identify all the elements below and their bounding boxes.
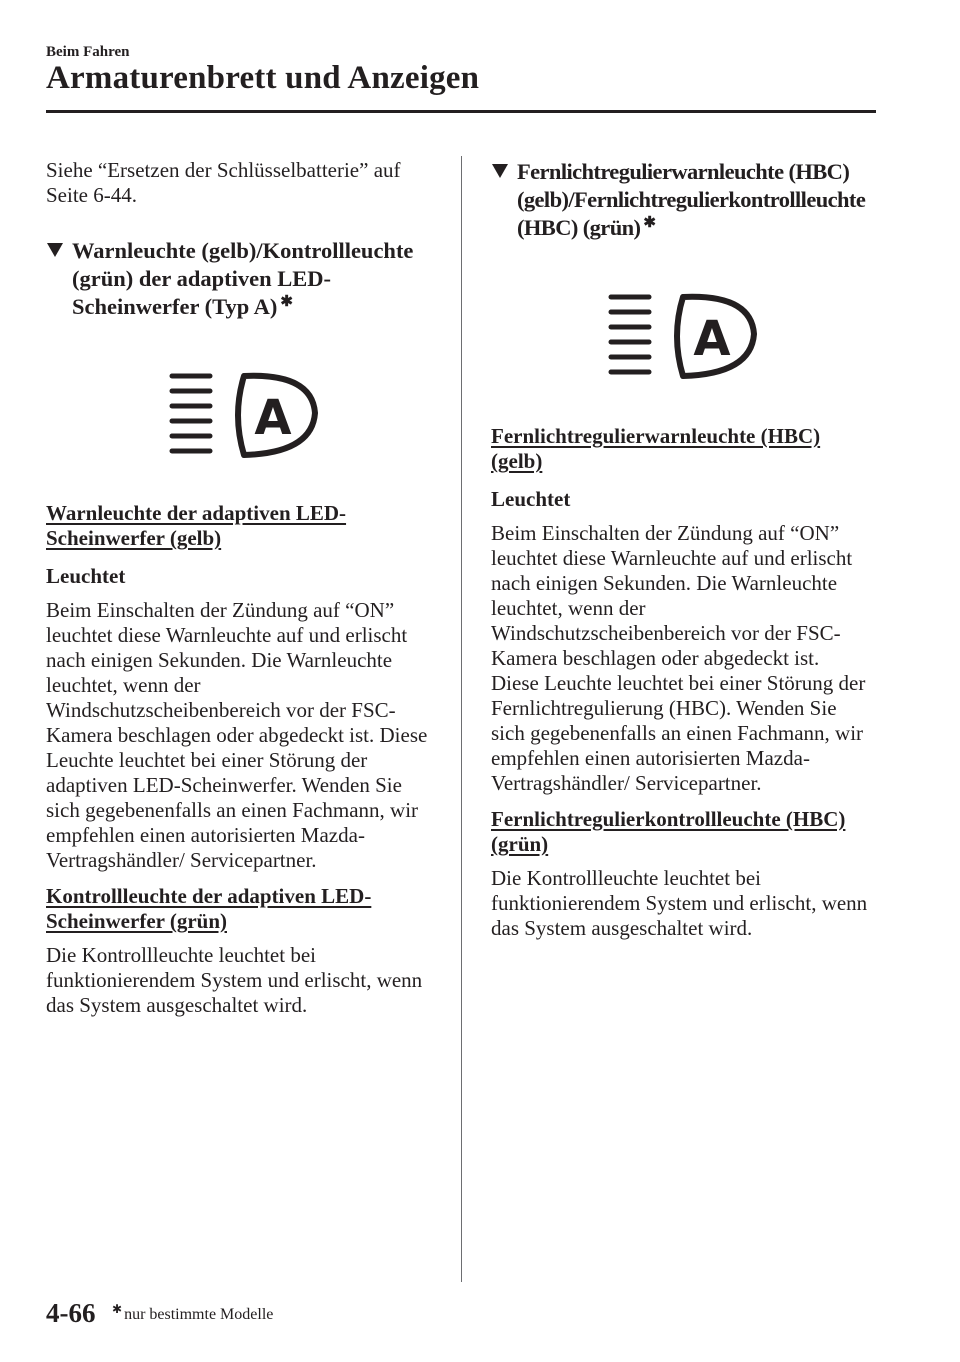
section-heading-led-text: Warnleuchte (gelb)/Kontrollleuchte (grün) der adaptiven LED-Scheinwerfer (Typ A) [72,238,414,319]
section-heading-led [46,237,438,321]
hbc-warning-state: Leuchtet [491,487,571,511]
asterisk-icon: ✱ [112,1301,123,1316]
left-column [46,158,438,1018]
column-divider [461,156,462,1282]
footnote-text: nur bestimmte Modelle [124,1306,274,1323]
headlight-a-icon [162,369,322,461]
header-rule [46,110,876,113]
chapter-title: Armaturenbrett und Anzeigen [46,60,480,96]
asterisk-icon: ✱ [280,293,293,310]
section-label: Beim Fahren [46,44,130,60]
hbc-control-title: Fernlichtregulierkontrollleuchte (HBC) (grün) [491,807,846,856]
section-heading-hbc [491,158,871,242]
high-beam-control-icon [491,290,871,382]
svg-text:A: A [693,311,731,367]
hbc-control-text: Die Kontrollleuchte leuchtet bei funktionierendem System und erlischt, wenn das System ausgeschaltet wird. [491,866,868,940]
triangle-bullet-icon [47,243,63,257]
hbc-warning-title: Fernlichtregulierwarnleuchte (HBC) (gelb) [491,424,821,473]
svg-text:A: A [254,390,292,446]
asterisk-icon: ✱ [643,214,656,231]
led-warning-state: Leuchtet [46,564,126,588]
footnote [112,1301,274,1324]
hbc-warning-text: Beim Einschalten der Zündung auf “ON” leuchtet diese Warnleuchte auf und erlischt nach einigen Sekunden. Die Warnleuchte leuchtet, wenn der Windschutzscheibenbereich vor der FSC-Kamera beschlagen oder abgedeckt ist. Diese Leuchte leuchtet bei einer Störung der Fernlichtregulierung (HBC). Wenden Sie sich gegebenenfalls an einen Fachmann, wir empfehlen einen autorisierten Mazda-Vertragshändler/ Servicepartner. [491,521,866,795]
triangle-bullet-icon [492,164,508,178]
led-control-text: Die Kontrollleuchte leuchtet bei funktionierendem System und erlischt, wenn das System ausgeschaltet wird. [46,943,423,1017]
right-column [491,158,871,941]
led-warning-title: Warnleuchte der adaptiven LED-Scheinwerfer (gelb) [46,501,347,550]
led-warning-text: Beim Einschalten der Zündung auf “ON” leuchtet diese Warnleuchte auf und erlischt nach einigen Sekunden. Die Warnleuchte leuchtet, wenn der Windschutzscheibenbereich vor der FSC-Kamera beschlagen oder abgedeckt ist. Diese Leuchte leuchtet bei einer Störung der adaptiven LED-Scheinwerfer. Wenden Sie sich gegebenenfalls an einen Fachmann, wir empfehlen einen autorisierten Mazda-Vertragshändler/ Servicepartner. [46,598,428,872]
adaptive-led-headlight-icon [46,369,438,461]
led-control-title: Kontrollleuchte der adaptiven LED-Scheinwerfer (grün) [46,884,372,933]
section-heading-hbc-text: Fernlichtregulierwarnleuchte (HBC) (gelb)/Fernlichtregulierkontrollleuchte (HBC) (grün) [517,159,866,240]
page-number: 4-66 [46,1298,96,1328]
headlight-a-icon [601,290,761,382]
intro-text: Siehe “Ersetzen der Schlüsselbatterie” auf Seite 6-44. [46,158,401,207]
